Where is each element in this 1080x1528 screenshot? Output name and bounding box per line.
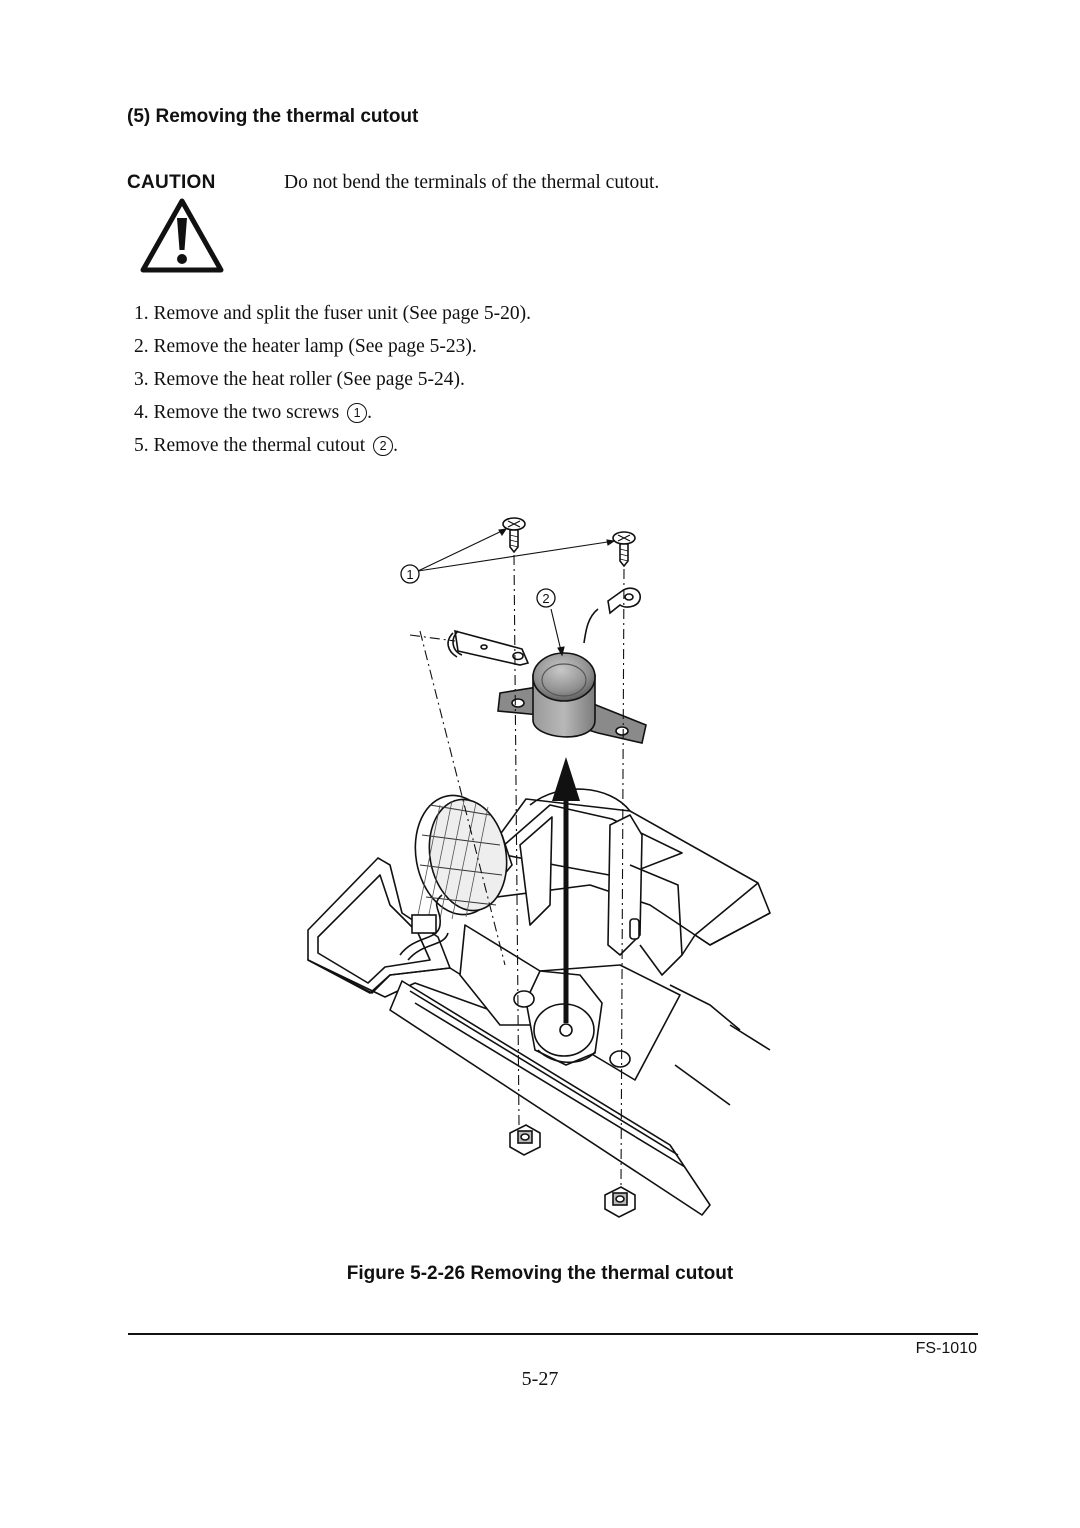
step-2 bbox=[134, 335, 531, 368]
step-text: 1. Remove and split the fuser unit (See page 5-20). bbox=[134, 303, 531, 324]
gear-wheel bbox=[406, 789, 515, 922]
step-4 bbox=[134, 401, 531, 434]
caution-label: CAUTION bbox=[127, 172, 216, 193]
step-suffix: . bbox=[367, 402, 372, 423]
callout-1-badge: 1 bbox=[347, 403, 367, 423]
caution-text: Do not bend the terminals of the thermal cutout. bbox=[284, 172, 660, 193]
figure-caption: Figure 5-2-26 Removing the thermal cutout bbox=[346, 1263, 734, 1284]
callout-1-marker bbox=[401, 565, 419, 583]
fuser-frame bbox=[308, 789, 770, 1215]
callout-1-label: 1 bbox=[406, 567, 414, 582]
screws bbox=[503, 518, 635, 566]
step-text: 2. Remove the heater lamp (See page 5-23). bbox=[134, 336, 477, 357]
page-number: 5-27 bbox=[521, 1368, 559, 1390]
warning-triangle-icon bbox=[140, 198, 224, 274]
callout-2-label: 2 bbox=[542, 591, 550, 606]
step-3 bbox=[134, 368, 531, 401]
model-name: FS-1010 bbox=[915, 1340, 977, 1357]
callout-2-badge: 2 bbox=[373, 436, 393, 456]
step-5 bbox=[134, 434, 531, 467]
step-text: 3. Remove the heat roller (See page 5-24). bbox=[134, 369, 465, 390]
thermal-cutout-diagram bbox=[290, 505, 790, 1225]
step-suffix: . bbox=[393, 435, 398, 456]
section-title: (5) Removing the thermal cutout bbox=[127, 106, 419, 127]
callout-2-marker bbox=[537, 589, 555, 607]
step-text: 4. Remove the two screws bbox=[134, 402, 340, 423]
procedure-steps bbox=[134, 302, 531, 467]
step-text: 5. Remove the thermal cutout bbox=[134, 435, 366, 456]
footer-divider bbox=[128, 1333, 978, 1335]
step-1 bbox=[134, 302, 531, 335]
